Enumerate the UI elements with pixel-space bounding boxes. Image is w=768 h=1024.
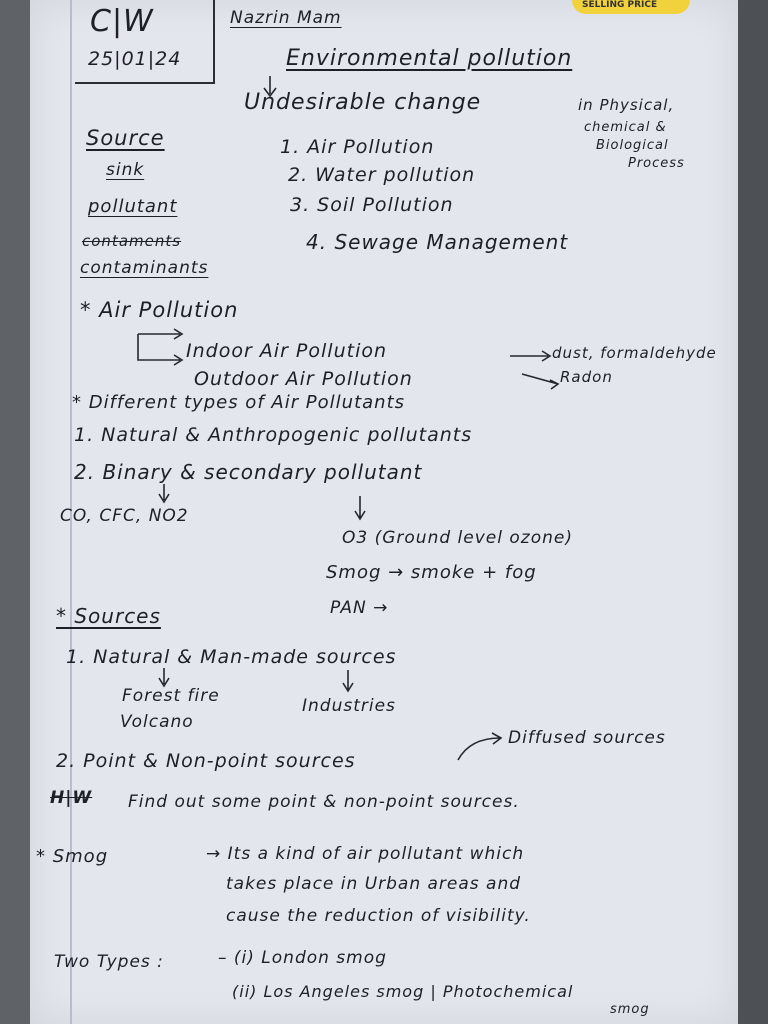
smog-type-2: (ii) Los Angeles smog | Photochemical (232, 982, 574, 1001)
definition-cont2: chemical & (584, 120, 667, 135)
homework-text: Find out some point & non-point sources. (128, 792, 520, 812)
sources-item-2: 2. Point & Non-point sources (56, 750, 356, 772)
binary-arrow (159, 484, 169, 502)
pan: PAN → (330, 598, 389, 618)
manmade-example: Industries (302, 696, 396, 716)
smog-type-1: – (i) London smog (218, 948, 387, 968)
definition-cont4: Process (628, 156, 685, 171)
smog-line-2: takes place in Urban areas and (226, 874, 522, 894)
air-heading: * Air Pollution (80, 298, 239, 322)
sources-heading: * Sources (56, 604, 161, 628)
notebook-page (30, 0, 738, 1024)
date: 25|01|24 (88, 48, 182, 70)
indoor-note-arrow (510, 351, 550, 361)
smog-label: * Smog (36, 846, 109, 867)
natural-example-1: Forest fire (122, 686, 220, 706)
background-right (738, 0, 768, 1024)
smog-line-3: cause the reduction of visibility. (226, 906, 531, 926)
term-sink: sink (106, 160, 145, 180)
outdoor-note-arrow (522, 374, 558, 389)
outdoor-air: Outdoor Air Pollution (194, 368, 413, 390)
type-sewage: 4. Sewage Management (306, 230, 569, 254)
pollutant-types-heading: * Different types of Air Pollutants (72, 392, 406, 413)
price-sticker (572, 0, 690, 14)
two-types-label: Two Types : (54, 952, 164, 972)
diffused-arrow (458, 733, 501, 760)
sources-item-1: 1. Natural & Man-made sources (66, 646, 397, 668)
natural-example-2: Volcano (120, 712, 194, 732)
teacher-name: Nazrin Mam (230, 8, 342, 28)
cw-label: C|W (90, 4, 154, 39)
term-source: Source (86, 126, 165, 150)
background-left (0, 0, 30, 1024)
type-air: 1. Air Pollution (280, 136, 435, 158)
indoor-note: dust, formaldehyde (552, 344, 717, 362)
outdoor-note: Radon (560, 368, 613, 386)
type-water: 2. Water pollution (288, 164, 476, 186)
primary-examples: CO, CFC, NO2 (60, 506, 189, 526)
type-soil: 3. Soil Pollution (290, 194, 454, 216)
sticker-text: SELLING PRICE (582, 0, 658, 10)
ground-level-ozone: O3 (Ground level ozone) (342, 528, 573, 548)
homework-label: H|W (50, 788, 93, 808)
diffused-sources: Diffused sources (508, 728, 666, 748)
natural-arrow (159, 668, 169, 686)
smog-type-2-cont: smog (610, 1002, 650, 1017)
smog-line-1: → Its a kind of air pollutant which (206, 844, 525, 864)
pollutant-type-2: 2. Binary & secondary pollutant (74, 460, 423, 484)
definition-cont3: Biological (596, 138, 669, 153)
pollutant-type-1: 1. Natural & Anthropogenic pollutants (74, 424, 473, 446)
smog-equation: Smog → smoke + fog (326, 562, 537, 583)
indoor-air: Indoor Air Pollution (186, 340, 388, 362)
indoor-outdoor-bracket (138, 329, 182, 365)
secondary-arrow (355, 496, 365, 519)
term-pollutant: pollutant (88, 196, 178, 217)
term-contaminants: contaminants (80, 258, 209, 278)
page-title: Environmental pollution (286, 46, 573, 71)
manmade-arrow (343, 670, 353, 691)
definition: Undesirable change (244, 90, 482, 115)
definition-cont: in Physical, (578, 96, 675, 114)
term-contaments: contaments (82, 232, 182, 250)
